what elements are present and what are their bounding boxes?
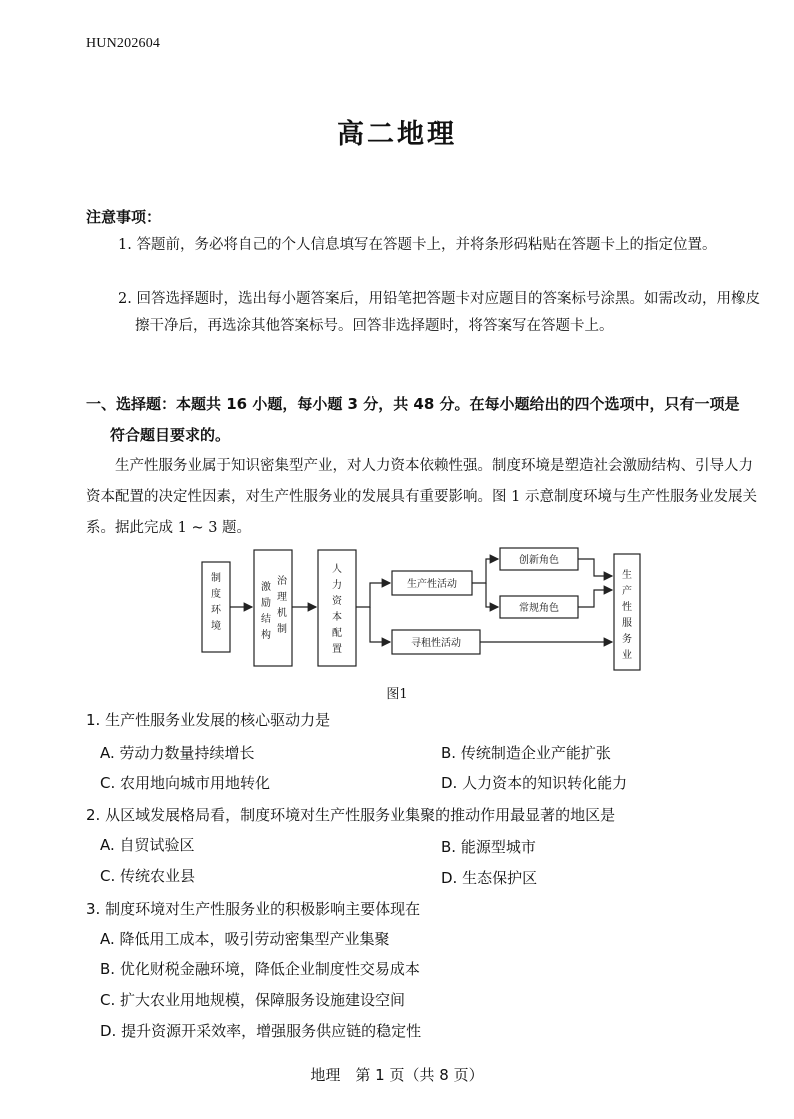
- fig-end-char: 务: [622, 634, 632, 645]
- fig-end-char: 性: [622, 602, 632, 613]
- fig-box2-right-char: 理: [277, 592, 287, 603]
- fig-box1-char: 度: [211, 589, 221, 600]
- fig-box2-right-char: 治: [277, 576, 287, 587]
- fig-box1-char: 境: [211, 621, 221, 632]
- section-heading-line1: 一、选择题：本题共 16 小题，每小题 3 分，共 48 分。在每小题给出的四个选项中，只有一项是: [86, 395, 740, 413]
- note-item-2: 2. 回答选择题时，选出每小题答案后，用铅笔把答题卡对应题目的答案标号涂黑。如需改动，用橡皮擦干净后，再选涂其他答案标号。回答非选择题时，将答案写在答题卡上。: [118, 291, 760, 334]
- question-3-option-c: C. 扩大农业用地规模，保障服务设施建设空间: [100, 991, 406, 1009]
- question-3-stem: 3. 制度环境对生产性服务业的积极影响主要体现在: [86, 900, 421, 918]
- question-2-option-b: B. 能源型城市: [441, 838, 536, 856]
- question-3-option-a: A. 降低用工成本，吸引劳动密集型产业集聚: [100, 930, 390, 948]
- fig-productive-label: 生产性活动: [407, 579, 457, 590]
- fig-box1-char: 环: [211, 605, 221, 616]
- fig-innovation-label: 创新角色: [519, 555, 559, 566]
- question-3-option-d: D. 提升资源开采效率，增强服务供应链的稳定性: [100, 1022, 422, 1040]
- fig-box3-char: 配: [332, 628, 342, 639]
- fig-end-char: 服: [622, 618, 632, 629]
- question-1-option-d: D. 人力资本的知识转化能力: [441, 774, 628, 792]
- fig-end-char: 生: [622, 570, 632, 581]
- section-heading-line2: 符合题目要求的。: [110, 426, 231, 444]
- note-item-1: 1. 答题前，务必将自己的个人信息填写在答题卡上，并将条形码粘贴在答题卡上的指定位置。: [118, 237, 717, 253]
- figure-caption: 图1: [386, 687, 408, 702]
- fig-box3-char: 本: [332, 612, 342, 623]
- fig-box2-left-char: 励: [261, 598, 271, 609]
- notes-heading: 注意事项：: [86, 208, 162, 226]
- section-heading: [86, 389, 766, 451]
- question-2-option-d: D. 生态保护区: [441, 869, 538, 887]
- page-title: 高二地理: [337, 119, 457, 150]
- question-stem-passage: 生产性服务业属于知识密集型产业，对人力资本依赖性强。制度环境是塑造社会激励结构、引导人力资本配置的决定性因素，对生产性服务业的发展具有重要影响。图 1 示意制度环境与生产性服务业发展关系。据此完成 1 ~ 3 题。: [86, 458, 757, 536]
- fig-box2-left-char: 激: [261, 582, 271, 593]
- fig-box2-right-char: 机: [277, 608, 287, 619]
- question-1-option-a: A. 劳动力数量持续增长: [100, 744, 255, 762]
- figure-1-diagram: [190, 546, 650, 676]
- fig-box3-char: 资: [332, 596, 342, 607]
- fig-end-char: 产: [622, 586, 632, 597]
- fig-box3-char: 力: [332, 580, 342, 591]
- fig-box2-left-char: 结: [261, 614, 271, 625]
- fig-box2-left-char: 构: [261, 630, 271, 641]
- question-2-option-a: A. 自贸试验区: [100, 836, 195, 854]
- question-2-option-c: C. 传统农业县: [100, 867, 196, 885]
- exam-code: HUN202604: [86, 36, 161, 51]
- question-1-stem: 1. 生产性服务业发展的核心驱动力是: [86, 711, 331, 729]
- fig-routine-label: 常规角色: [519, 603, 559, 614]
- fig-box3-char: 置: [332, 644, 342, 655]
- fig-end-char: 业: [622, 650, 632, 661]
- page-footer: 地理 第 1 页（共 8 页）: [310, 1066, 484, 1084]
- fig-box3-char: 人: [332, 564, 342, 575]
- question-1-option-b: B. 传统制造企业产能扩张: [441, 744, 611, 762]
- fig-box2-right-char: 制: [277, 624, 287, 635]
- question-3-option-b: B. 优化财税金融环境，降低企业制度性交易成本: [100, 960, 420, 978]
- question-1-option-c: C. 农用地向城市用地转化: [100, 774, 271, 792]
- fig-box1-char: 制: [211, 573, 221, 584]
- question-2-stem: 2. 从区域发展格局看，制度环境对生产性服务业集聚的推动作用最显著的地区是: [86, 806, 616, 824]
- fig-rent-label: 寻租性活动: [411, 638, 461, 649]
